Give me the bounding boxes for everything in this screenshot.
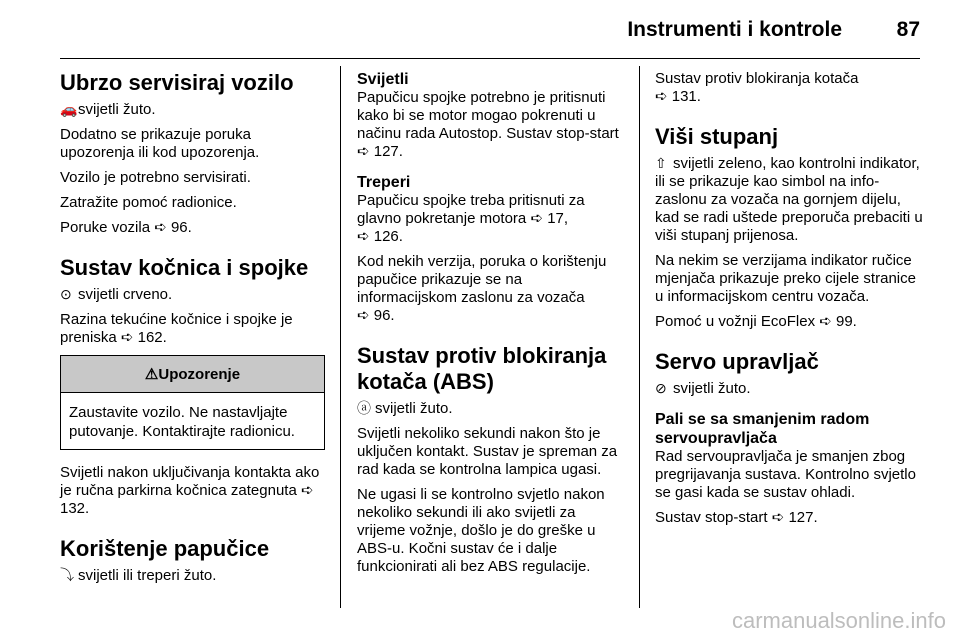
page-number: 87 <box>896 18 920 41</box>
column-divider-1 <box>340 66 341 608</box>
arrow-reference-icon: ➪ <box>530 210 544 227</box>
section-title-brakes: Sustav kočnica i spojke <box>60 255 309 280</box>
paragraph: Pomoć u vožnji EcoFlex ➪ 99. <box>655 313 857 330</box>
paragraph: Zatražite pomoć radionice. <box>60 194 237 211</box>
car-wrench-icon: 🚗 <box>60 101 78 117</box>
paragraph: Svijetli nekoliko sekundi nakon što je uključen kontakt. Sustav je spreman za rad kada se kontrolna lampica ugasi. <box>357 425 618 478</box>
arrow-reference-icon: ➪ <box>357 228 370 245</box>
section-title-power-steering: Servo upravljač <box>655 349 819 374</box>
arrow-reference-icon: ➪ <box>357 143 370 160</box>
paragraph: Kod nekih verzija, poruka o korištenju papučice prikazuje se na informacijskom zaslonu za vozača ➪ 96. <box>357 253 607 324</box>
paragraph: Sustav stop-start ➪ 127. <box>655 509 818 526</box>
paragraph: ⊘ svijetli žuto. <box>655 380 751 397</box>
paragraph: Dodatno se prikazuje poruka upozorenja ili kod upozorenja. <box>60 126 260 161</box>
brake-warning-icon: ⊙ <box>60 286 72 302</box>
page-header <box>0 0 960 60</box>
running-title: Instrumenti i kontrole <box>627 18 842 41</box>
arrow-reference-icon: ➪ <box>655 88 668 105</box>
watermark: carmanualsonline.info <box>731 608 946 633</box>
section-title-upshift: Viši stupanj <box>655 124 779 149</box>
section-title-service: Ubrzo servisiraj vozilo <box>60 70 294 95</box>
abs-icon: ⓐ <box>357 400 371 416</box>
warning-box <box>60 355 325 450</box>
section-title-abs: Sustav protiv blokiranja kotača (ABS) <box>357 343 607 394</box>
subheading-reduced-steering: Pali se sa smanjenim radom servoupravljača <box>655 411 870 447</box>
paragraph: Rad servoupravljača je smanjen zbog pregrijavanja sustava. Kontrolno svjetlo se gasi kada se sustav ohladi. <box>655 448 916 501</box>
arrow-reference-icon: ➪ <box>120 329 134 346</box>
header-divider <box>60 58 920 59</box>
paragraph: ⤵ svijetli ili treperi žuto. <box>60 567 217 584</box>
column-divider-2 <box>639 66 640 608</box>
paragraph: Svijetli nakon uključivanja kontakta ako je ručna parkirna kočnica zategnuta ➪ 132. <box>60 464 320 517</box>
paragraph: Sustav protiv blokiranja kotača ➪ 131. <box>655 70 859 105</box>
section-title-pedal: Korištenje papučice <box>60 536 270 561</box>
paragraph: ⊙ svijetli crveno. <box>60 286 173 303</box>
paragraph: ⓐ svijetli žuto. <box>357 400 453 417</box>
paragraph: Razina tekućine kočnice i spojke je preniska ➪ 162. <box>60 311 293 346</box>
subheading-flashing: Treperi <box>357 174 411 191</box>
paragraph: 🚗svijetli žuto. <box>60 101 156 118</box>
paragraph: Papučicu spojke potrebno je pritisnuti kako bi se motor mogao pokrenuti u načinu rada Autostop. Sustav stop-start ➪ 127. <box>357 89 619 160</box>
arrow-reference-icon: ➪ <box>300 482 314 499</box>
paragraph: Poruke vozila ➪ 96. <box>60 219 192 236</box>
arrow-reference-icon: ➪ <box>154 219 167 236</box>
paragraph: ⇧ svijetli zeleno, kao kontrolni indikator, ili se prikazuje kao simbol na info-zaslonu za vozača na gornjem dijelu, kad se radi uštede preporuča prebaciti u viši stupanj prijenosa. <box>655 155 923 244</box>
arrow-reference-icon: ➪ <box>357 307 370 324</box>
column-1 <box>60 70 325 592</box>
column-2 <box>357 70 625 583</box>
warning-triangle-icon: ⚠ <box>144 366 159 383</box>
paragraph: Papučicu spojke treba pritisnuti za glavno pokretanje motora ➪ 17, ➪ 126. <box>357 192 585 245</box>
warning-body: Zaustavite vozilo. Ne nastavljajte putovanje. Kontaktirajte radionicu. <box>69 404 295 440</box>
clutch-pedal-icon: ⤵ <box>60 567 74 583</box>
upshift-arrow-icon: ⇧ <box>655 155 667 171</box>
paragraph: Vozilo je potrebno servisirati. <box>60 169 251 186</box>
column-3 <box>655 70 925 534</box>
arrow-reference-icon: ➪ <box>819 313 832 330</box>
paragraph: Na nekim se verzijama indikator ručice mjenjača prikazuje preko cijele stranice u informacijskom centru vozača. <box>655 252 916 305</box>
steering-wheel-icon: ⊘ <box>655 380 667 396</box>
subheading-lit: Svijetli <box>357 71 409 88</box>
warning-header: ⚠ Upozorenje <box>61 356 324 393</box>
arrow-reference-icon: ➪ <box>771 509 785 526</box>
paragraph: Ne ugasi li se kontrolno svjetlo nakon nekoliko sekundi ili ako svijetli za vrijeme vožnje, došlo je do greške u ABS-u. Kočni sustav će i dalje funkcionirati ali bez ABS regulacije. <box>357 486 605 575</box>
